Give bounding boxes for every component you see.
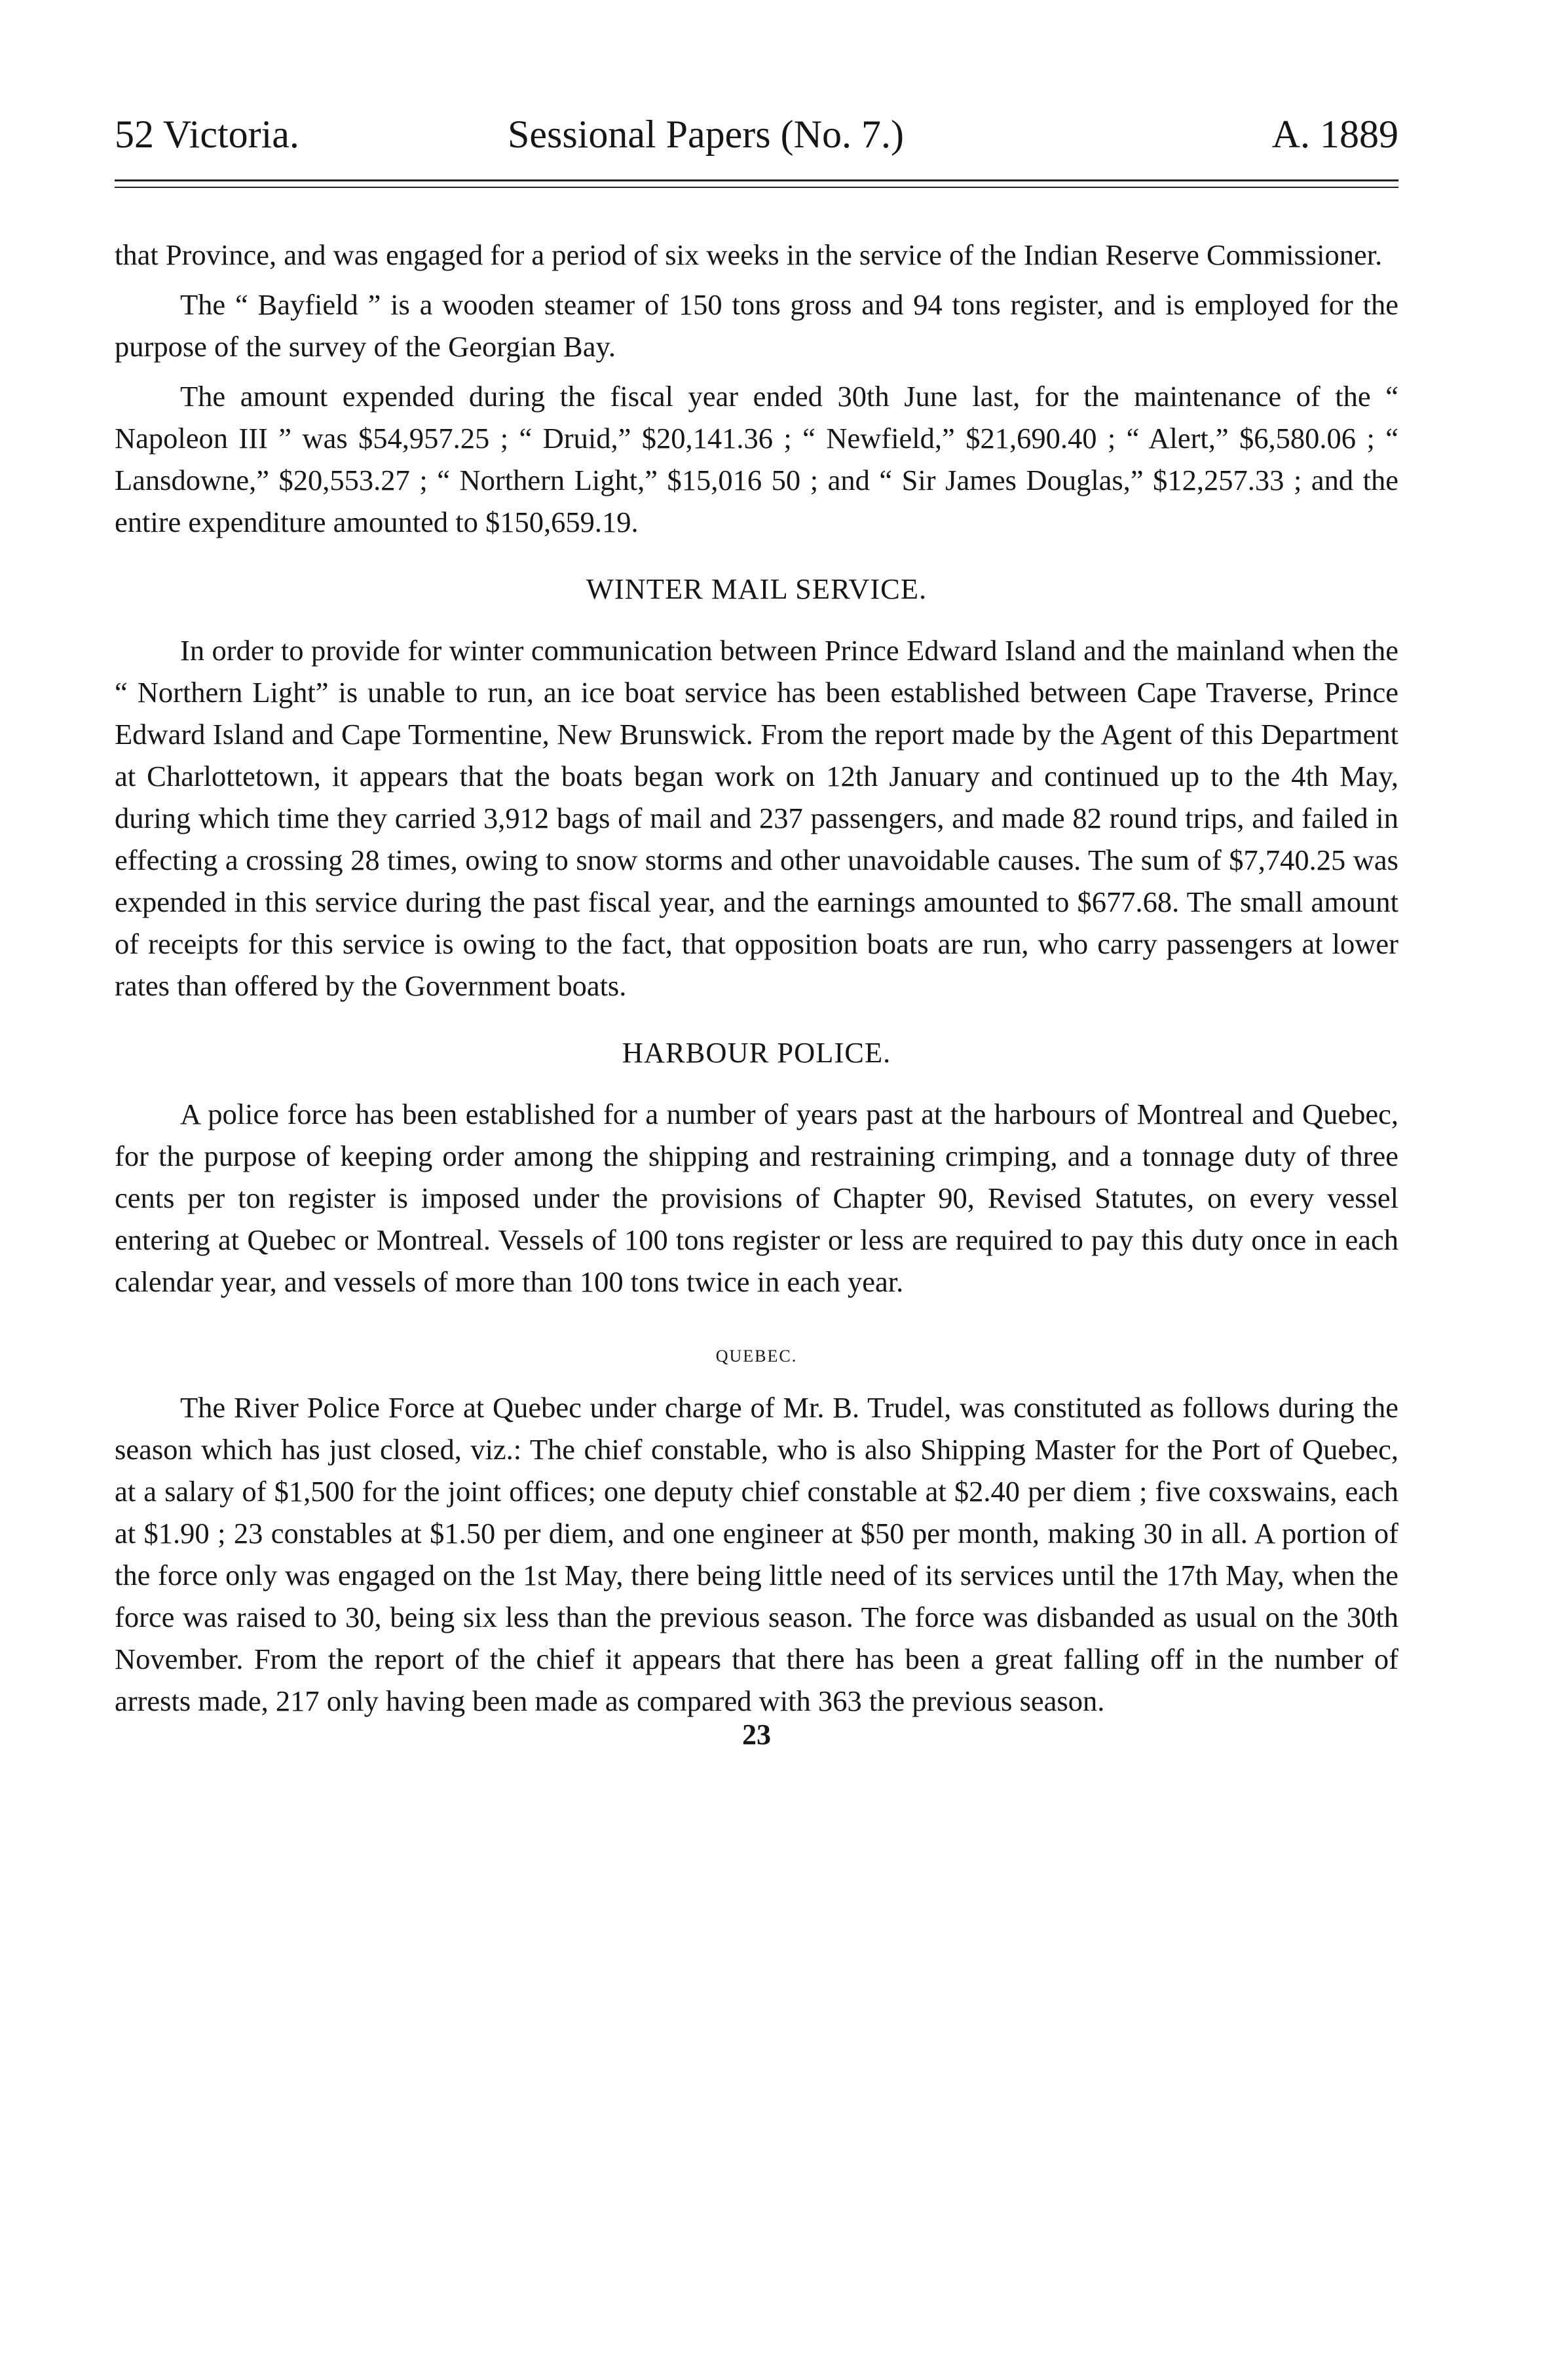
header-year: A. 1889	[1271, 113, 1398, 156]
document-page	[115, 98, 1398, 1752]
paragraph-harbour-police: A police force has been established for a number of years past at the harbours of Montreal and Quebec, for the purpose of keeping order among the shipping and restraining crimping, and a tonnage duty of three cents per ton register is imposed under the provisions of Chapter 90, Revised Statutes, on every vessel entering at Quebec or Montreal. Vessels of 100 tons register or less are required to pay this duty once in each calendar year, and vessels of more than 100 tons twice in each year.	[115, 1098, 1398, 1298]
paragraph-expenditure: The amount expended during the fiscal year ended 30th June last, for the maintenance of the “ Napoleon III ” was $54,957.25 ; “ Druid,” $20,141.36 ; “ Newfield,” $21,690.40 ; “ Alert,” $6,580.06 ; “ Lansdowne,” $20,553.27 ; “ Northern Light,” $15,016 50 ; and “ Sir James Douglas,” $12,257.33 ; and the entire expenditure amounted to $150,659.19.	[115, 380, 1398, 538]
header-rule-thick	[115, 179, 1398, 181]
paragraph-winter-mail: In order to provide for winter communication between Prince Edward Island and the mainland when the “ Northern Light” is unable to run, an ice boat service has been established between Cape Traverse, Prince Edward Island and Cape Tormentine, New Brunswick. From the report made by the Agent of this Department at Charlottetown, it appears that the boats began work on 12th January and continued up to the 4th May, during which time they carried 3,912 bags of mail and 237 passengers, and made 82 round trips, and failed in effecting a crossing 28 times, owing to snow storms and other unavoidable causes. The sum of $7,740.25 was expended in this service during the past fiscal year, and the earnings amounted to $677.68. The small amount of receipts for this service is owing to the fact, that opposition boats are run, who carry passengers at lower rates than offered by the Government boats.	[115, 634, 1398, 1002]
heading-winter-mail-service: WINTER MAIL SERVICE.	[586, 572, 927, 605]
running-header	[115, 98, 1398, 170]
heading-quebec: QUEBEC.	[715, 1347, 798, 1366]
paragraph-continued: that Province, and was engaged for a period of six weeks in the service of the Indian Reserve Commissioner.	[115, 238, 1383, 271]
body-text	[115, 234, 1398, 1722]
header-sessional-papers: Sessional Papers (No. 7.)	[508, 113, 904, 156]
heading-harbour-police: HARBOUR POLICE.	[622, 1036, 891, 1069]
header-regnal-year: 52 Victoria.	[115, 113, 299, 156]
header-rule-thin	[115, 187, 1398, 188]
paragraph-quebec-police: The River Police Force at Quebec under charge of Mr. B. Trudel, was constituted as follows during the season which has just closed, viz.: The chief constable, who is also Shipping Master for the Port of Quebec, at a salary of $1,500 for the joint offices; one deputy chief constable at $2.40 per diem ; five coxswains, each at $1.90 ; 23 constables at $1.50 per diem, and one engineer at $50 per month, making 30 in all. A portion of the force only was engaged on the 1st May, there being little need of its services until the 17th May, when the force was raised to 30, being six less than the previous season. The force was disbanded as usual on the 30th November. From the report of the chief it appears that there has been a great falling off in the number of arrests made, 217 only having been made as compared with 363 the previous season.	[115, 1391, 1398, 1717]
page-number: 23	[742, 1719, 771, 1751]
paragraph-bayfield: The “ Bayfield ” is a wooden steamer of 150 tons gross and 94 tons register, and is employed for the purpose of the survey of the Georgian Bay.	[115, 288, 1398, 363]
